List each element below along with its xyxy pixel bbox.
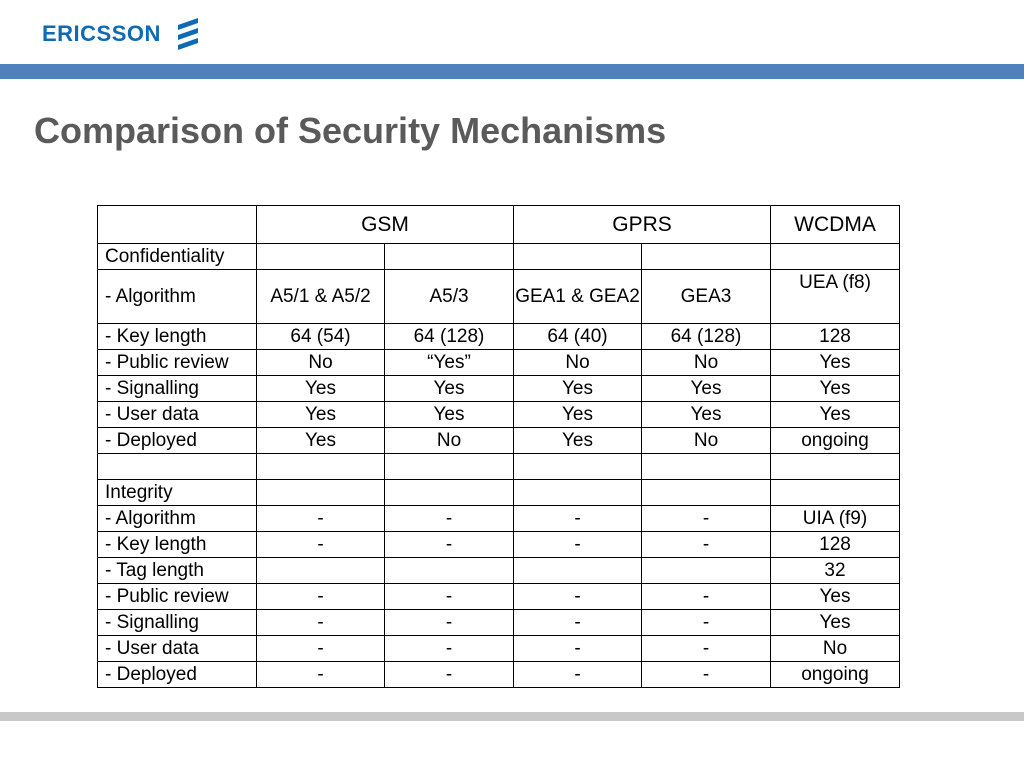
table-cell: A5/1 & A5/2 [257, 270, 385, 324]
table-cell: No [257, 350, 385, 376]
table-cell: - [642, 636, 771, 662]
table-cell: No [771, 636, 900, 662]
table-cell: GEA1 & GEA2 [514, 270, 642, 324]
header-row [98, 206, 900, 244]
table-cell [385, 558, 514, 584]
table-cell: Yes [642, 402, 771, 428]
table-cell [514, 558, 642, 584]
header-gsm: GSM [257, 206, 514, 244]
table-cell: - [514, 662, 642, 688]
table-row [98, 662, 900, 688]
table-cell: ongoing [771, 662, 900, 688]
table-cell: 128 [771, 532, 900, 558]
table-cell: 64 (54) [257, 324, 385, 350]
table-cell: - [385, 532, 514, 558]
row-label: - Deployed [98, 662, 257, 688]
table-cell [771, 244, 900, 270]
table-cell: 128 [771, 324, 900, 350]
table-cell: - [642, 662, 771, 688]
table-cell [385, 454, 514, 480]
row-label: - Algorithm [98, 506, 257, 532]
table-cell [257, 480, 385, 506]
table-cell [257, 454, 385, 480]
table-cell: 32 [771, 558, 900, 584]
row-label: - Public review [98, 584, 257, 610]
table-cell: 64 (40) [514, 324, 642, 350]
table-cell: 64 (128) [642, 324, 771, 350]
ericsson-logo [42, 16, 201, 52]
table-cell: - [257, 506, 385, 532]
table-cell: No [514, 350, 642, 376]
table-cell: Yes [771, 376, 900, 402]
table-cell: - [257, 636, 385, 662]
table-cell: A5/3 [385, 270, 514, 324]
table-cell: - [385, 636, 514, 662]
table-row [98, 506, 900, 532]
table-row [98, 636, 900, 662]
row-label: - Key length [98, 532, 257, 558]
table-cell: Yes [257, 428, 385, 454]
table-row [98, 558, 900, 584]
table-cell: - [385, 506, 514, 532]
table-cell: ongoing [771, 428, 900, 454]
table-cell: 64 (128) [385, 324, 514, 350]
row-label: - Algorithm [98, 270, 257, 324]
table-cell: - [257, 610, 385, 636]
row-label: Confidentiality [98, 244, 257, 270]
table-row [98, 350, 900, 376]
ericsson-mark-icon [175, 17, 201, 51]
table-cell: No [642, 428, 771, 454]
table-cell: - [642, 532, 771, 558]
table-cell: - [514, 584, 642, 610]
table-cell: - [385, 662, 514, 688]
table-cell: - [642, 610, 771, 636]
table-row [98, 584, 900, 610]
table-cell: Yes [514, 402, 642, 428]
table-cell: Yes [514, 428, 642, 454]
footer-bar [0, 712, 1024, 721]
table-row [98, 270, 900, 324]
table-cell: Yes [514, 376, 642, 402]
row-label: - Tag length [98, 558, 257, 584]
table-cell: - [385, 584, 514, 610]
table-row [98, 402, 900, 428]
table-cell: - [257, 532, 385, 558]
table-cell: - [514, 610, 642, 636]
table-cell: No [642, 350, 771, 376]
table-cell [257, 244, 385, 270]
table-cell: “Yes” [385, 350, 514, 376]
table-cell [514, 454, 642, 480]
table-cell: No [385, 428, 514, 454]
table-cell [257, 558, 385, 584]
table-row [98, 244, 900, 270]
table-cell [771, 480, 900, 506]
table-cell: Yes [257, 402, 385, 428]
table-cell: Yes [385, 402, 514, 428]
table-cell [385, 244, 514, 270]
table-row [98, 610, 900, 636]
table-cell: Yes [642, 376, 771, 402]
row-label: - User data [98, 636, 257, 662]
table-cell: Yes [385, 376, 514, 402]
table-cell: Yes [771, 610, 900, 636]
table-cell [642, 480, 771, 506]
table-cell: - [642, 584, 771, 610]
row-label: - Deployed [98, 428, 257, 454]
row-label: - Signalling [98, 610, 257, 636]
slide-title: Comparison of Security Mechanisms [34, 110, 667, 151]
table-row [98, 454, 900, 480]
table-cell [514, 244, 642, 270]
table-row [98, 480, 900, 506]
row-label: - User data [98, 402, 257, 428]
brand-name: ERICSSON [42, 21, 161, 46]
table-row [98, 376, 900, 402]
table-cell [642, 244, 771, 270]
row-label: Integrity [98, 480, 257, 506]
table-cell: - [514, 506, 642, 532]
table-cell: - [257, 584, 385, 610]
table-row [98, 428, 900, 454]
table-cell [385, 480, 514, 506]
table-cell: - [385, 610, 514, 636]
table-cell: - [514, 636, 642, 662]
table-cell: Yes [257, 376, 385, 402]
table-cell: Yes [771, 402, 900, 428]
table-cell [514, 480, 642, 506]
table-cell: - [257, 662, 385, 688]
comparison-table [97, 205, 900, 688]
table-cell: GEA3 [642, 270, 771, 324]
table-cell: UIA (f9) [771, 506, 900, 532]
table-cell: - [514, 532, 642, 558]
table-cell: Yes [771, 584, 900, 610]
row-label: - Key length [98, 324, 257, 350]
row-label [98, 454, 257, 480]
table-cell [642, 558, 771, 584]
header-gprs: GPRS [514, 206, 771, 244]
header-bar [0, 64, 1024, 79]
table-row [98, 324, 900, 350]
row-label: - Signalling [98, 376, 257, 402]
table-cell [771, 454, 900, 480]
table-cell: UEA (f8) [771, 270, 900, 324]
row-label: - Public review [98, 350, 257, 376]
header-wcdma: WCDMA [771, 206, 900, 244]
table-cell: - [642, 506, 771, 532]
table-row [98, 532, 900, 558]
header-corner-cell [98, 206, 257, 244]
table-cell: Yes [771, 350, 900, 376]
table-cell [642, 454, 771, 480]
